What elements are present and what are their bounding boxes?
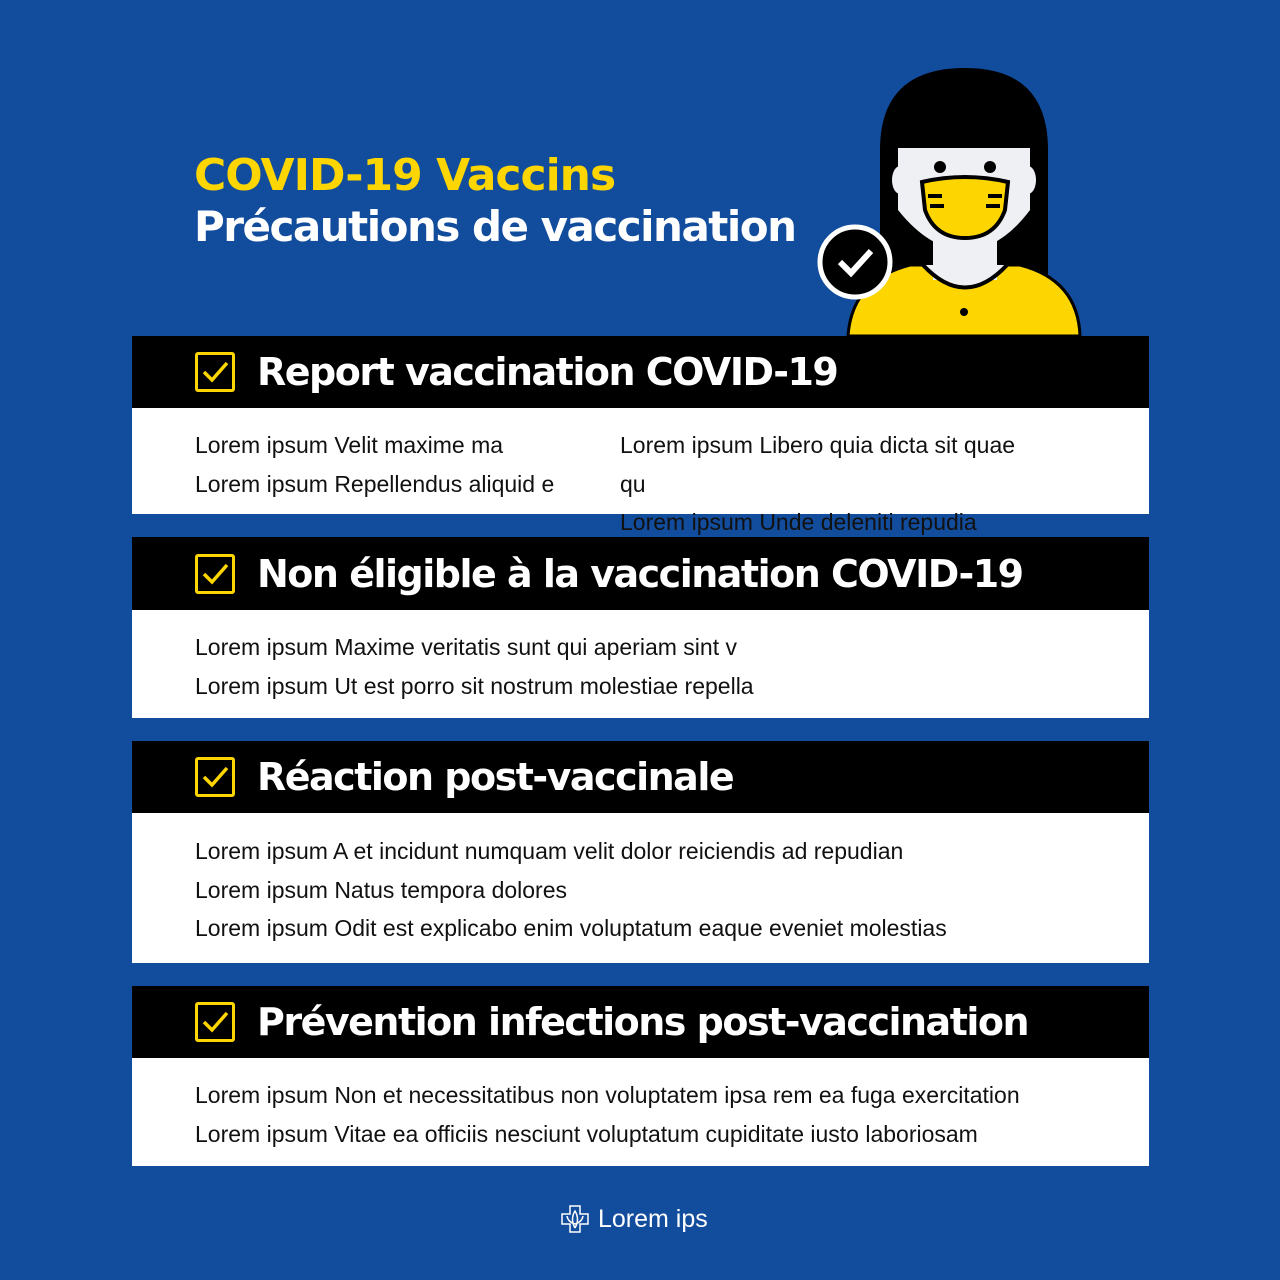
- masked-woman-illustration: [800, 60, 1100, 340]
- list-item: Lorem ipsum A et incidunt numquam velit dolor reiciendis ad repudian: [195, 838, 904, 864]
- list-item: Lorem ipsum Libero quia dicta sit quae qu: [620, 432, 1016, 497]
- list-item: Lorem ipsum Odit est explicabo enim voluptatum eaque eveniet molestias: [195, 915, 947, 941]
- list-item: Lorem ipsum Repellendus aliquid e: [195, 470, 555, 497]
- brand-name: Lorem ips: [598, 1204, 708, 1233]
- list-item: Lorem ipsum Maxime veritatis sunt qui aperiam sint v: [195, 634, 737, 660]
- list-item: Lorem ipsum Vitae ea officiis nesciunt voluptatum cupiditate iusto laboriosam: [195, 1120, 978, 1147]
- footer-brand: [560, 1204, 708, 1234]
- list-item: Lorem ipsum Unde deleniti repudia: [620, 509, 977, 535]
- medical-leaf-cross-icon: [560, 1204, 590, 1234]
- list-item: Lorem ipsum Velit maxime ma: [195, 432, 504, 458]
- section-report: [132, 336, 1149, 535]
- checkbox-icon: [195, 352, 235, 392]
- section-heading: Prévention infections post-vaccination: [257, 1000, 1029, 1044]
- section-reaction: [132, 741, 1149, 963]
- checkbox-icon: [195, 1002, 235, 1042]
- section-heading: Non éligible à la vaccination COVID-19: [257, 551, 1023, 596]
- section-heading: Report vaccination COVID-19: [257, 350, 838, 394]
- list-item: Lorem ipsum Ut est porro sit nostrum molestiae repella: [195, 672, 754, 699]
- section-prevention: [132, 986, 1149, 1166]
- section-heading: Réaction post-vaccinale: [257, 755, 734, 799]
- section-non-eligible: [132, 537, 1149, 718]
- checkbox-icon: [195, 554, 235, 594]
- checkbox-icon: [195, 757, 235, 797]
- list-item: Lorem ipsum Non et necessitatibus non voluptatem ipsa rem ea fuga exercitation: [195, 1082, 1020, 1108]
- title-line1: COVID-19 Vaccins: [194, 150, 616, 201]
- title-line2: Précautions de vaccination: [194, 202, 796, 251]
- list-item: Lorem ipsum Natus tempora dolores: [195, 876, 567, 903]
